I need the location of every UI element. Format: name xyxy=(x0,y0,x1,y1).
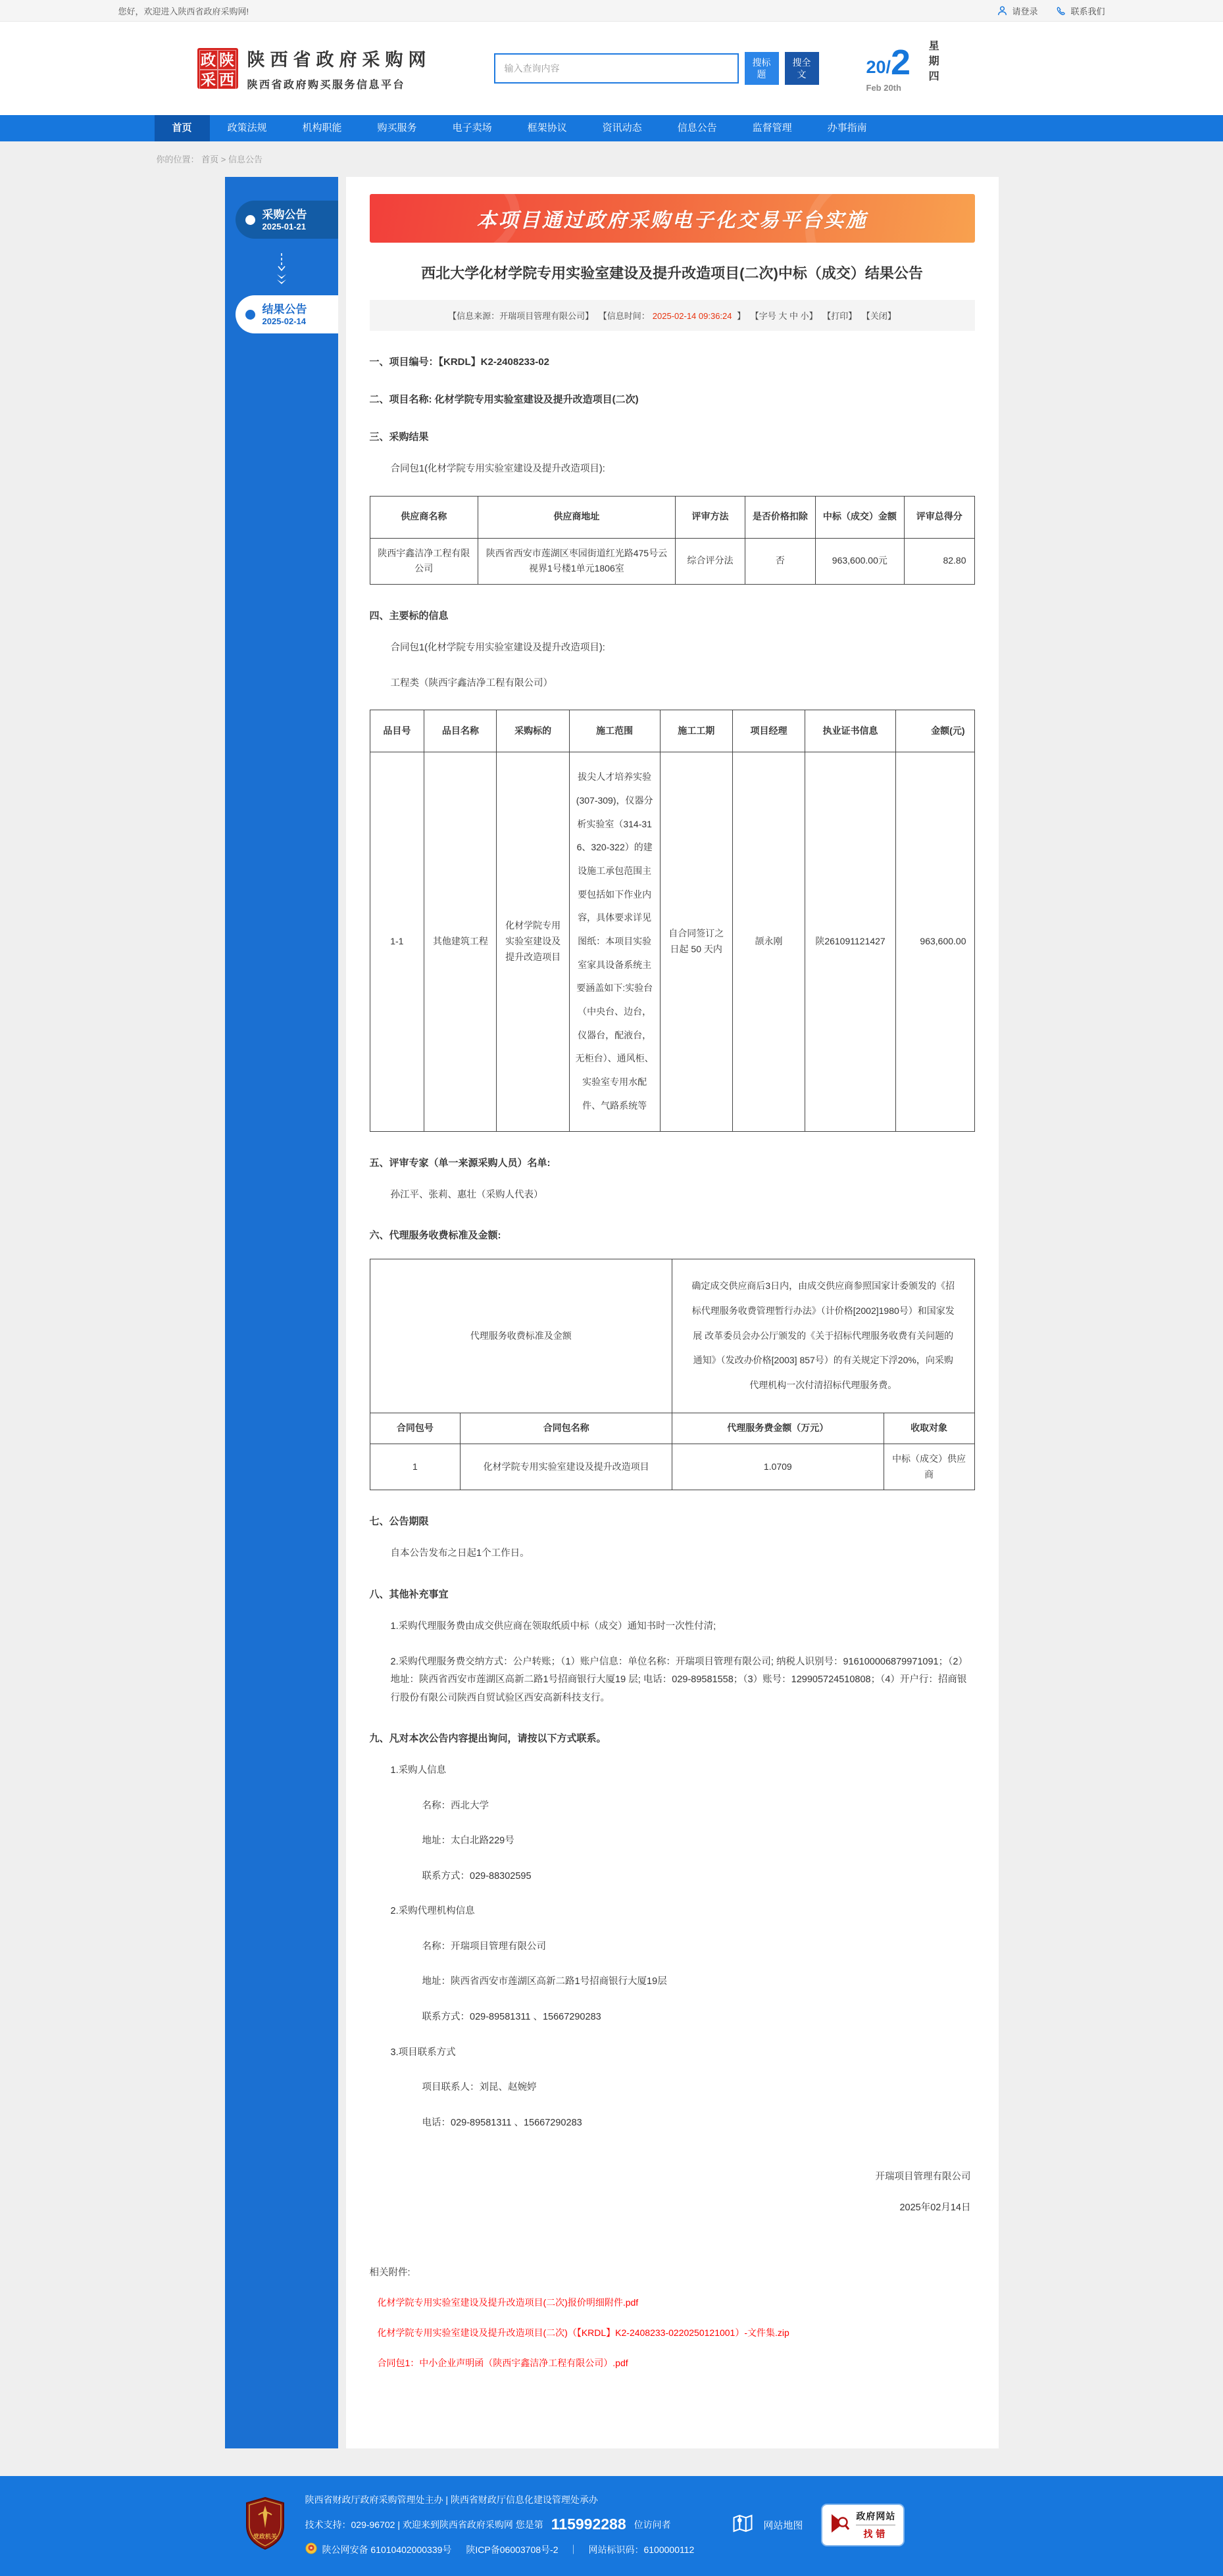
banner-text: 本项目通过政府采购电子化交易平台实施 xyxy=(476,210,868,231)
timeline-arrow-down-icon xyxy=(225,241,338,295)
table-header-row xyxy=(370,1413,974,1444)
e-trading-platform-banner xyxy=(370,194,975,243)
col-price-deduction: 是否价格扣除 xyxy=(745,496,815,538)
section-7-title: 七、公告期限 xyxy=(369,1516,429,1528)
info-source: 【信息来源：开瑞项目管理有限公司】 xyxy=(448,311,594,321)
project-contact-phone: 电话：029-89581311 、15667290283 xyxy=(422,2117,582,2128)
project-contact-title: 3.项目联系方式 xyxy=(390,2047,456,2058)
phone-icon xyxy=(1056,6,1066,16)
sitemap-link[interactable] xyxy=(730,2511,803,2539)
search-title-button[interactable]: 搜标题 xyxy=(745,52,779,85)
cell-total-score: 82.80 xyxy=(905,538,974,585)
police-badge-icon xyxy=(305,2542,317,2556)
attachment-link-quotation-pdf[interactable]: 化材学院专用实验室建设及提升改造项目(二次)报价明细附件.pdf xyxy=(377,2297,639,2308)
cell-fee-standard-description: 确定成交供应商后3日内，由成交供应商参照国家计委颁发的《招标代理服务收费管理暂行办法》（计价格[2002]1980号）和国家发展 改革委员会办公厅颁发的《关于招标代理服务收费有关问题的通知》（发改办价格[2003] 857号）的有关规定下浮20%，向采购代理机构一次付清招标代理服务费。 xyxy=(672,1259,974,1413)
footer-visitor-suffix: 位访问者 xyxy=(634,2519,671,2530)
nav-item-e-mall[interactable]: 电子卖场 xyxy=(452,122,492,134)
footer-beian-line xyxy=(305,2542,695,2556)
err-badge-top-label: 政府网站 xyxy=(856,2510,895,2525)
agency-fee-table xyxy=(370,1259,975,1490)
timeline-dot xyxy=(245,215,255,225)
info-time-close: 】 xyxy=(734,311,746,321)
site-subtitle: 陕西省政府购买服务信息平台 xyxy=(247,80,406,91)
col-review-method: 评审方法 xyxy=(675,496,745,538)
contact-link[interactable] xyxy=(1056,5,1105,17)
main-subject-table xyxy=(370,710,975,1131)
section-6-title: 六、代理服务收费标准及金额: xyxy=(369,1230,501,1242)
footer-support-line xyxy=(305,2515,695,2533)
nav-item-framework[interactable]: 框架协议 xyxy=(527,122,567,134)
nav-item-guide[interactable]: 办事指南 xyxy=(827,122,867,134)
col-construction-scope: 施工范围 xyxy=(569,710,660,752)
table-row xyxy=(370,752,974,1131)
cell-review-method: 综合评分法 xyxy=(675,538,745,585)
table-row xyxy=(370,1259,974,1413)
table-row xyxy=(370,1444,974,1490)
date-day: 20/ xyxy=(866,57,891,77)
timeline-step-result-notice[interactable] xyxy=(236,295,338,333)
icp-beian-link[interactable]: 陕ICP备06003708号-2 xyxy=(466,2544,559,2555)
government-emblem-icon xyxy=(243,2496,287,2554)
nav-item-supervision[interactable]: 监督管理 xyxy=(752,122,792,134)
section-8-title: 八、其他补充事宜 xyxy=(369,1589,449,1601)
breadcrumb-label: 你的位置： xyxy=(156,155,199,164)
breadcrumb-separator: > xyxy=(220,155,226,164)
cell-project-manager: 颉永刚 xyxy=(732,752,805,1131)
signoff-company: 开瑞项目管理有限公司 xyxy=(875,2172,971,2183)
err-badge-bottom-label: 找错 xyxy=(863,2528,889,2539)
main-nav xyxy=(0,115,1223,141)
nav-item-news[interactable]: 资讯动态 xyxy=(602,122,642,134)
timeline-step-procurement-notice[interactable] xyxy=(236,201,338,239)
section-5-experts: 孙江平、张莉、惠壮（采购人代表） xyxy=(390,1189,543,1200)
section-2-project-name: 二、项目名称: 化材学院专用实验室建设及提升改造项目(二次) xyxy=(369,394,639,405)
logo-char: 采 xyxy=(199,70,218,89)
search-bar xyxy=(494,52,819,85)
agency-address: 地址：陕西省西安市莲湖区高新二路1号招商银行大厦19层 xyxy=(422,1976,667,1987)
cell-package-number: 1 xyxy=(370,1444,461,1490)
close-button[interactable]: 【关闭】 xyxy=(861,311,896,321)
section-4-package: 合同包1(化材学院专用实验室建设及提升改造项目): xyxy=(390,643,605,654)
timeline-step-label: 结果公告 xyxy=(262,303,307,316)
purchaser-address: 地址：太白北路229号 xyxy=(422,1835,514,1847)
breadcrumb-home-link[interactable]: 首页 xyxy=(201,155,219,164)
font-size-control[interactable]: 【字号 大 中 小】 xyxy=(750,311,818,321)
agency-contact: 联系方式：029-89581311 、15667290283 xyxy=(422,2012,601,2023)
footer-support-text: 技术支持：029-96702 | 欢迎来到陕西省政府采购网 您是第 xyxy=(305,2519,543,2530)
breadcrumb xyxy=(118,141,1105,173)
signoff-date: 2025年02月14日 xyxy=(899,2202,971,2214)
police-beian-link[interactable]: 陕公网安备 61010402000339号 xyxy=(322,2544,452,2555)
login-label: 请登录 xyxy=(1012,7,1038,16)
cell-award-amount: 963,600.00元 xyxy=(815,538,904,585)
date-widget xyxy=(866,40,941,97)
site-header xyxy=(0,22,1223,115)
site-logo xyxy=(197,48,238,89)
cell-supplier-address: 陕西省西安市莲湖区枣园街道红光路475号云视界1号楼1单元1806室 xyxy=(478,538,675,585)
cell-amount: 963,600.00 xyxy=(895,752,974,1131)
login-link[interactable] xyxy=(997,5,1037,17)
col-package-name: 合同包名称 xyxy=(461,1413,672,1444)
cell-certificate-info: 陕261091121427 xyxy=(805,752,896,1131)
article-meta-bar xyxy=(370,300,975,331)
cell-procurement-subject: 化材学院专用实验室建设及提升改造项目 xyxy=(497,752,569,1131)
date-weekday: 星期四 xyxy=(927,40,939,85)
section-3-intro: 合同包1(化材学院专用实验室建设及提升改造项目): xyxy=(390,464,605,474)
nav-item-policies[interactable]: 政策法规 xyxy=(227,122,267,134)
cell-construction-scope: 拔尖人才培养实验(307-309)，仪器分析实验室（314-316、320-322）的建设施工承包范围主要包括如下作业内容，具体要求详见图纸：本项目实验室家具设备系统主要涵盖如下:实验台（中央台、边台，仪器台，配液台，无柜台）、通风柜、实验室专用水配件、气路系统等 xyxy=(569,752,660,1131)
col-construction-period: 施工工期 xyxy=(660,710,732,752)
user-icon xyxy=(997,5,1008,16)
timeline-step-date: 2025-01-21 xyxy=(262,222,306,232)
page-title: 西北大学化材学院专用实验室建设及提升改造项目(二次)中标（成交）结果公告 xyxy=(421,265,923,281)
footer-divider: ｜ xyxy=(568,2544,578,2555)
col-amount: 金额(元) xyxy=(895,710,974,752)
section-9-title: 九、凡对本次公告内容提出询问，请按以下方式联系。 xyxy=(369,1733,607,1745)
logo-char: 政 xyxy=(199,50,218,70)
cell-construction-period: 自合同签订之日起 50 天内 xyxy=(660,752,732,1131)
sitemap-label: 网站地图 xyxy=(763,2519,803,2531)
col-award-amount: 中标（成交）金额 xyxy=(815,496,904,538)
print-button[interactable]: 【打印】 xyxy=(822,311,857,321)
footer-sponsor-line: 陕西省财政厅政府采购管理处主办 | 陕西省财政厅信息化建设管理处承办 xyxy=(305,2494,598,2506)
agency-info-title: 2.采购代理机构信息 xyxy=(390,1906,475,1917)
col-procurement-subject: 采购标的 xyxy=(497,710,569,752)
nav-item-functions[interactable]: 机构职能 xyxy=(302,122,342,134)
site-footer xyxy=(0,2476,1223,2576)
col-item-number: 品目号 xyxy=(370,710,424,752)
col-total-score: 评审总得分 xyxy=(905,496,974,538)
section-8-item-1: 1.采购代理服务费由成交供应商在领取纸质中标（成交）通知书时一次性付清; xyxy=(390,1621,716,1632)
nav-item-purchase-services[interactable]: 购买服务 xyxy=(377,122,417,134)
site-title: 陕西省政府采购网 xyxy=(247,50,432,70)
cell-package-name: 化材学院专用实验室建设及提升改造项目 xyxy=(461,1444,672,1490)
search-fulltext-button[interactable]: 搜全文 xyxy=(785,52,819,85)
search-input[interactable] xyxy=(494,53,739,84)
nav-item-home[interactable]: 首页 xyxy=(155,115,210,141)
col-project-manager: 项目经理 xyxy=(732,710,805,752)
agency-name: 名称：开瑞项目管理有限公司 xyxy=(422,1941,546,1952)
logo-char: 陕 xyxy=(218,50,236,70)
col-supplier-address: 供应商地址 xyxy=(478,496,675,538)
table-row xyxy=(370,538,974,585)
cell-supplier-name: 陕西宇鑫洁净工程有限公司 xyxy=(370,538,478,585)
col-supplier-name: 供应商名称 xyxy=(370,496,478,538)
section-5-title: 五、评审专家（单一来源采购人员）名单: xyxy=(369,1157,551,1169)
cell-fee-standard-label: 代理服务收费标准及金额 xyxy=(370,1259,672,1413)
welcome-text: 您好，欢迎进入陕西省政府采购网! xyxy=(118,7,249,16)
col-item-name: 品目名称 xyxy=(424,710,497,752)
section-4-category: 工程类（陕西宇鑫洁净工程有限公司） xyxy=(390,677,553,689)
error-finder-icon xyxy=(830,2512,850,2538)
purchaser-contact: 联系方式：029-88302595 xyxy=(422,1870,532,1882)
cell-item-name: 其他建筑工程 xyxy=(424,752,497,1131)
cell-fee-amount: 1.0709 xyxy=(672,1444,884,1490)
col-certificate-info: 执业证书信息 xyxy=(805,710,896,752)
cell-price-deduction: 否 xyxy=(745,538,815,585)
project-contact-persons: 项目联系人：刘昆、赵婉婷 xyxy=(422,2082,537,2093)
col-fee-amount: 代理服务费金额（万元） xyxy=(672,1413,884,1444)
map-icon xyxy=(730,2511,755,2539)
attachments-label: 相关附件: xyxy=(369,2268,411,2279)
announcement-timeline-sidebar xyxy=(225,177,338,2448)
site-identification-code: 网站标识码：6100000112 xyxy=(588,2544,695,2555)
visitor-count: 115992288 xyxy=(551,2515,626,2533)
cell-item-number: 1-1 xyxy=(370,752,424,1131)
procurement-result-table xyxy=(370,496,975,585)
timeline-step-label: 采购公告 xyxy=(262,208,307,221)
section-8-item-2: 2.采购代理服务费交纳方式：公户转账；（1）账户信息：单位名称：开瑞项目管理有限公司; 纳税人识别号：916100006879971091；（2）地址：陕西省西安市莲湖区高新二路1号招商银行大厦19 层; 电话：029-89581558；（3）账号：129905724510808；（4）开户行：招商银行股份有限公司陕西自贸试验区西安高新科技支行。 xyxy=(390,1656,968,1703)
purchaser-info-title: 1.采购人信息 xyxy=(390,1765,447,1776)
timeline-step-date: 2025-02-14 xyxy=(262,316,306,327)
logo-char: 西 xyxy=(218,70,236,89)
svg-text:党政机关: 党政机关 xyxy=(253,2533,277,2540)
section-1-project-number: 一、项目编号：【KRDL】K2-2408233-02 xyxy=(369,356,549,368)
cell-fee-payer: 中标（成交）供应商 xyxy=(884,1444,974,1490)
section-7-period: 自本公告发布之日起1个工作日。 xyxy=(390,1548,530,1559)
purchaser-name: 名称：西北大学 xyxy=(422,1800,489,1811)
topbar xyxy=(0,0,1223,22)
contact-label: 联系我们 xyxy=(1070,7,1105,16)
info-time-value: 2025-02-14 09:36:24 xyxy=(652,311,732,321)
signoff-block xyxy=(370,2169,975,2214)
date-month: 2 xyxy=(891,42,911,82)
breadcrumb-current: 信息公告 xyxy=(228,155,263,164)
announcement-article xyxy=(346,177,999,2448)
timeline-dot xyxy=(245,310,255,320)
table-header-row xyxy=(370,496,974,538)
info-time-label: 【信息时间： xyxy=(598,311,650,321)
section-4-title: 四、主要标的信息 xyxy=(369,610,449,622)
date-english: Feb 20th xyxy=(866,82,901,93)
gov-site-error-report-badge[interactable] xyxy=(822,2505,903,2545)
col-package-number: 合同包号 xyxy=(370,1413,461,1444)
table-header-row xyxy=(370,710,974,752)
attachment-link-sme-declaration-pdf[interactable]: 合同包1：中小企业声明函（陕西宇鑫洁净工程有限公司）.pdf xyxy=(377,2358,628,2369)
nav-item-announcements[interactable]: 信息公告 xyxy=(677,122,717,134)
col-fee-payer: 收取对象 xyxy=(884,1413,974,1444)
attachment-link-file-set-zip[interactable]: 化材学院专用实验室建设及提升改造项目(二次)（【KRDL】K2-2408233-0220250121001）-文件集.zip xyxy=(377,2327,789,2339)
section-3-title: 三、采购结果 xyxy=(369,431,429,443)
